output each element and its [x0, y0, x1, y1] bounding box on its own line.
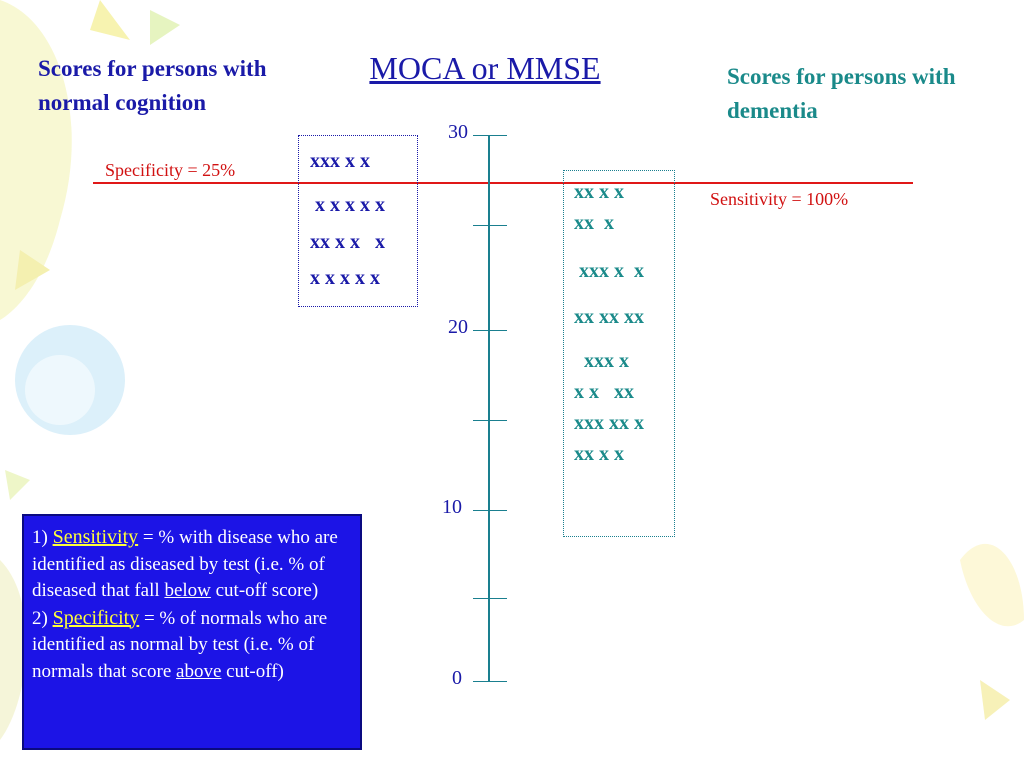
axis-tick: [473, 420, 507, 421]
sensitivity-text-end: cut-off score): [210, 580, 319, 601]
axis-tick: [473, 681, 507, 682]
specificity-label: Specificity = 25%: [105, 160, 236, 180]
axis-tick: [473, 225, 507, 226]
page-title: MOCA or MMSE: [369, 50, 601, 86]
dementia-score-row: xx x: [574, 212, 614, 234]
definitions-box: [22, 514, 362, 750]
normal-score-row: xx x x x: [310, 231, 385, 253]
normal-score-row: xxx x x: [310, 150, 370, 172]
normal-cognition-heading: Scores for persons with normal cognition: [38, 56, 267, 115]
below-emphasis: below: [164, 580, 211, 601]
axis-tick: [473, 135, 507, 136]
dementia-score-row: xxx x x: [574, 260, 644, 282]
sensitivity-text: = % with disease who are identified as diseased by test (i.e. % of diseased that fall: [32, 527, 338, 601]
axis-tick-label: 20: [448, 316, 468, 338]
score-axis: [488, 135, 490, 681]
dementia-score-row: xx x x: [574, 443, 624, 465]
axis-tick-label: 30: [448, 121, 468, 143]
axis-tick-label: 0: [452, 667, 462, 689]
dementia-heading: Scores for persons with dementia: [727, 64, 956, 123]
sensitivity-definition: [32, 524, 352, 605]
axis-tick: [473, 510, 507, 511]
specificity-text: = % of normals who are identified as normal by test (i.e. % of normals that score: [32, 607, 328, 682]
axis-tick: [473, 330, 507, 331]
dementia-score-row: xxx x: [574, 350, 629, 372]
dementia-score-row: xx x x: [574, 181, 624, 203]
dementia-score-row: xxx xx x: [574, 412, 644, 434]
sensitivity-keyword: Sensitivity: [52, 526, 139, 548]
specificity-text-end: cut-off): [221, 660, 284, 682]
specificity-number: 2): [32, 607, 48, 629]
axis-tick-label: 10: [442, 496, 462, 518]
cutoff-line: [93, 182, 913, 184]
axis-tick: [473, 598, 507, 599]
specificity-keyword: Specificity: [52, 606, 140, 629]
normal-score-row: x x x x x: [310, 267, 380, 289]
sensitivity-number: 1): [32, 527, 48, 548]
sensitivity-label: Sensitivity = 100%: [710, 189, 849, 209]
normal-score-row: x x x x x: [310, 194, 385, 216]
specificity-definition: [32, 605, 352, 686]
dementia-score-row: x x xx: [574, 381, 634, 403]
dementia-score-row: xx xx xx: [574, 306, 644, 328]
above-emphasis: above: [176, 660, 222, 682]
